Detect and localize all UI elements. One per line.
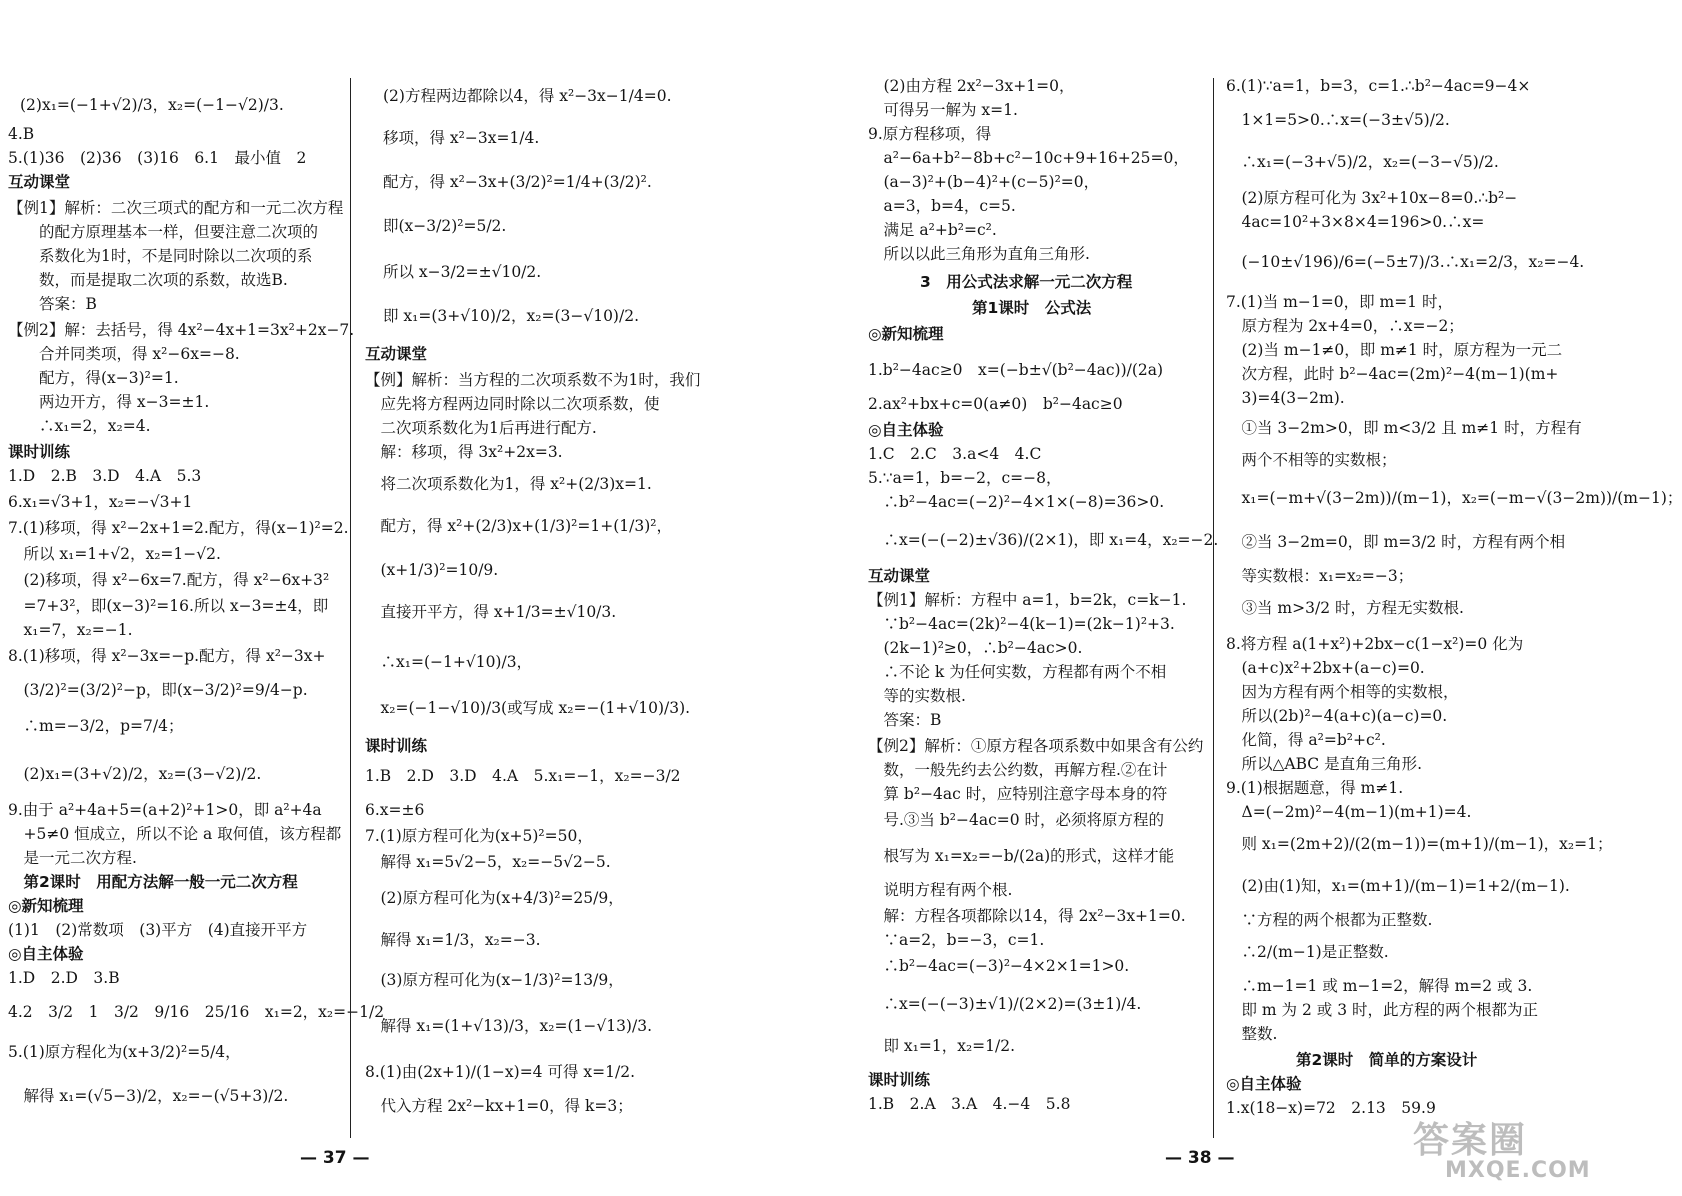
text-line: 算 b²−4ac 时，应特别注意字母本身的符 [868,785,1168,803]
text-line: (2)原方程可化为(x+4/3)²=25/9， [365,889,624,907]
section-heading: ◎自主体验 [868,421,944,439]
column-divider [1213,78,1214,1138]
text-line: 代入方程 2x²−kx+1=0，得 k=3； [365,1097,633,1115]
text-line: 答案：B [8,295,97,313]
text-line: 满足 a²+b²=c². [868,221,997,239]
text-line: (a+c)x²+2bx+(a−c)=0. [1226,659,1425,677]
column-divider [350,78,351,1138]
text-line: (3/2)²=(3/2)²−p，即(x−3/2)²=9/4−p. [8,681,308,699]
text-line: 6.x₁=√3+1，x₂=−√3+1 [8,493,193,511]
text-line: 9.由于 a²+4a+5=(a+2)²+1>0，即 a²+4a [8,801,322,819]
text-line: 次方程，此时 b²−4ac=(2m)²−4(m−1)(m+ [1226,365,1559,383]
text-line: (2k−1)²≥0，∴b²−4ac>0. [868,639,1083,657]
text-line: ∴m−1=1 或 m−1=2，解得 m=2 或 3. [1226,977,1533,995]
text-line: 5.∵a=1，b=−2，c=−8， [868,469,1062,487]
text-line: 移项，得 x²−3x=1/4. [383,129,540,147]
watermark-text: 答案圈 [1413,1120,1528,1161]
text-line: 整数. [1226,1025,1278,1043]
text-line: 因为方程有两个相等的实数根， [1226,683,1459,701]
text-line: ∴2/(m−1)是正整数. [1226,943,1389,961]
text-line: 系数化为1时，不是同时除以二次项的系 [8,247,313,265]
text-line: ②当 3−2m=0，即 m=3/2 时，方程有两个相 [1226,533,1566,551]
text-line: 等实数根：x₁=x₂=−3； [1226,567,1414,585]
text-line: ∴m=−3/2，p=7/4； [8,717,184,735]
text-line: 将二次项系数化为1，得 x²+(2/3)x=1. [365,475,652,493]
text-line: 解：方程各项都除以14，得 2x²−3x+1=0. [868,907,1186,925]
text-line: ∵b²−4ac=(2k)²−4(k−1)=(2k−1)²+3. [868,615,1175,633]
text-line: (2)当 m−1≠0，即 m≠1 时，原方程为一元二 [1226,341,1563,359]
text-line: x₁=7，x₂=−1. [8,621,133,639]
section-heading: 课时训练 [868,1071,931,1089]
text-line: 即 x₁=(3+√10)/2，x₂=(3−√10)/2. [383,307,639,325]
text-line: 【例2】解：去括号，得 4x²−4x+1=3x²+2x−7. [8,321,355,339]
text-line: ∴x₁=(−3+√5)/2，x₂=(−3−√5)/2. [1226,153,1499,171]
text-line: ∵a=2，b=−3，c=1. [868,931,1045,949]
text-line: 配方，得 x²−3x+(3/2)²=1/4+(3/2)². [383,173,652,191]
text-line: (1)1 (2)常数项 (3)平方 (4)直接开平方 [8,921,308,939]
text-line: 1.C 2.C 3.a<4 4.C [868,445,1042,463]
text-line: 应先将方程两边同时除以二次项系数，使 [365,395,660,413]
text-line: 9.(1)根据题意，得 m≠1. [1226,779,1404,797]
text-line: (2)原方程可化为 3x²+10x−8=0.∴b²− [1226,189,1518,207]
text-line: 所以(2b)²−4(a+c)(a−c)=0. [1226,707,1448,725]
text-line: 3)=4(3−2m). [1226,389,1345,407]
section-heading: ◎自主体验 [8,945,84,963]
lesson-title: 第2课时 用配方法解一般一元二次方程 [8,873,298,891]
text-line: ∴x=(−(−2)±√36)/(2×1)，即 x₁=4，x₂=−2. [868,531,1219,549]
page-number: — 37 — [300,1148,370,1168]
text-line: 4ac=10²+3×8×4=196>0.∴x= [1226,213,1485,231]
text-line: 1×1=5>0.∴x=(−3±√5)/2. [1226,111,1450,129]
section-heading: 互动课堂 [8,173,71,191]
text-line: 解得 x₁=(1+√13)/3，x₂=(1−√13)/3. [365,1017,652,1035]
text-line: Δ=(−2m)²−4(m−1)(m+1)=4. [1226,803,1472,821]
text-line: 配方，得 x²+(2/3)x+(1/3)²=1+(1/3)²， [365,517,672,535]
text-line: 4.B [8,125,35,143]
text-line: 即 m 为 2 或 3 时，此方程的两个根都为正 [1226,1001,1538,1019]
lesson-title: 第2课时 简单的方案设计 [1296,1051,1478,1069]
text-line: 9.原方程移项，得 [868,125,992,143]
text-line: ∴x₁=2，x₂=4. [8,417,151,435]
text-line: ∴x₁=(−1+√10)/3， [365,653,533,671]
text-line: 5.(1)36 (2)36 (3)16 6.1 最小值 2 [8,149,307,167]
section-heading: ◎新知梳理 [868,325,944,343]
page-number: — 38 — [1165,1148,1235,1168]
text-line: 答案：B [868,711,942,729]
text-line: 1.D 2.B 3.D 4.A 5.3 [8,467,202,485]
watermark-url: MXQE.COM [1445,1158,1591,1183]
text-line: 即(x−3/2)²=5/2. [383,217,507,235]
text-line: 1.D 2.D 3.B [8,969,120,987]
text-line: (x+1/3)²=10/9. [365,561,499,579]
text-line: ∵方程的两个根都为正整数. [1226,911,1433,929]
chapter-title: 3 用公式法求解一元二次方程 [920,273,1133,291]
text-line: 配方，得(x−3)²=1. [8,369,179,387]
text-line: a²−6a+b²−8b+c²−10c+9+16+25=0， [868,149,1189,167]
text-line: 【例2】解析：①原方程各项系数中如果含有公约 [868,737,1204,755]
text-line: 即 x₁=1，x₂=1/2. [868,1037,1016,1055]
text-line: 数，而是提取二次项的系数，故选B. [8,271,288,289]
text-line: 则 x₁=(2m+2)/(2(m−1))=(m+1)/(m−1)，x₂=1； [1226,835,1613,853]
text-line: 说明方程有两个根. [868,881,1013,899]
text-line: 7.(1)当 m−1=0，即 m=1 时， [1226,293,1453,311]
section-heading: ◎自主体验 [1226,1075,1302,1093]
section-heading: ◎新知梳理 [8,897,84,915]
text-line: 1.b²−4ac≥0 x=(−b±√(b²−4ac))/(2a) [868,361,1164,379]
text-line: 1.B 2.D 3.D 4.A 5.x₁=−1，x₂=−3/2 [365,767,681,785]
text-line: 所以 x₁=1+√2，x₂=1−√2. [8,545,221,563]
text-line: 解得 x₁=(√5−3)/2，x₂=−(√5+3)/2. [8,1087,289,1105]
text-line: 解：移项，得 3x²+2x=3. [365,443,563,461]
text-line: ∴b²−4ac=(−3)²−4×2×1=1>0. [868,957,1130,975]
text-line: ③当 m>3/2 时，方程无实数根. [1226,599,1464,617]
section-heading: 课时训练 [365,737,428,755]
text-line: 原方程为 2x+4=0，∴x=−2； [1226,317,1464,335]
text-line: x₂=(−1−√10)/3(或写成 x₂=−(1+√10)/3). [365,699,691,717]
text-line: (a−3)²+(b−4)²+(c−5)²=0， [868,173,1100,191]
text-line: (2)由(1)知，x₁=(m+1)/(m−1)=1+2/(m−1). [1226,877,1570,895]
text-line: 1.x(18−x)=72 2.13 59.9 [1226,1099,1436,1117]
lesson-title: 第1课时 公式法 [972,299,1092,317]
text-line: 二次项系数化为1后再进行配方. [365,419,597,437]
text-line: (−10±√196)/6=(−5±7)/3.∴x₁=2/3，x₂=−4. [1226,253,1585,271]
text-line: =7+3²，即(x−3)²=16.所以 x−3=±4，即 [8,597,329,615]
text-line: 两个不相等的实数根； [1226,451,1397,469]
text-line: 5.(1)原方程化为(x+3/2)²=5/4， [8,1043,241,1061]
text-line: 6.(1)∵a=1，b=3，c=1.∴b²−4ac=9−4× [1226,77,1531,95]
text-line: 化简，得 a²=b²+c². [1226,731,1386,749]
section-heading: 互动课堂 [868,567,931,585]
text-line: 所以 x−3/2=±√10/2. [383,263,542,281]
text-line: 4.2 3/2 1 3/2 9/16 25/16 x₁=2，x₂=−1/2 [8,1003,385,1021]
text-line: 直接开平方，得 x+1/3=±√10/3. [365,603,617,621]
text-line: x₁=(−m+√(3−2m))/(m−1)，x₂=(−m−√(3−2m))/(m−1)； [1226,489,1682,507]
text-line: ∴b²−4ac=(−2)²−4×1×(−8)=36>0. [868,493,1165,511]
text-line: 解得 x₁=1/3，x₂=−3. [365,931,541,949]
text-line: +5≠0 恒成立，所以不论 a 取何值，该方程都 [8,825,342,843]
text-line: 【例1】解析：二次三项式的配方和一元二次方程 [8,199,344,217]
section-heading: 课时训练 [8,443,71,461]
text-line: 2.ax²+bx+c=0(a≠0) b²−4ac≥0 [868,395,1123,413]
text-line: 数，一般先约去公约数，再解方程.②在计 [868,761,1168,779]
text-line: (2)由方程 2x²−3x+1=0， [868,77,1075,95]
text-line: 可得另一解为 x=1. [868,101,1018,119]
text-line: 【例】解析：当方程的二次项系数不为1时，我们 [365,371,701,389]
text-line: 7.(1)移项，得 x²−2x+1=2.配方，得(x−1)²=2. [8,519,349,537]
text-line: 8.将方程 a(1+x²)+2bx−c(1−x²)=0 化为 [1226,635,1524,653]
text-line: (2)x₁=(3+√2)/2，x₂=(3−√2)/2. [8,765,262,783]
text-line: 两边开方，得 x−3=±1. [8,393,210,411]
text-line: 6.x=±6 [365,801,425,819]
watermark-logo [1395,1110,1595,1192]
text-line: 等的实数根. [868,687,966,705]
text-line: 8.(1)移项，得 x²−3x=−p.配方，得 x²−3x+ [8,647,326,665]
text-line: 【例1】解析：方程中 a=1，b=2k，c=k−1. [868,591,1187,609]
text-line: 1.B 2.A 3.A 4.−4 5.8 [868,1095,1071,1113]
text-line: 号.③当 b²−4ac=0 时，必须将原方程的 [868,811,1165,829]
text-line: 是一元二次方程. [8,849,137,867]
text-line: (2)x₁=(−1+√2)/3，x₂=(−1−√2)/3. [20,96,284,114]
text-line: (2)移项，得 x²−6x=7.配方，得 x²−6x+3² [8,571,330,589]
text-line: ∴x=(−(−3)±√1)/(2×2)=(3±1)/4. [868,995,1142,1013]
text-line: 根写为 x₁=x₂=−b/(2a)的形式，这样才能 [868,847,1175,865]
text-line: 解得 x₁=5√2−5，x₂=−5√2−5. [365,853,611,871]
text-line: 合并同类项，得 x²−6x=−8. [8,345,240,363]
text-line: 所以△ABC 是直角三角形. [1226,755,1423,773]
text-line: ①当 3−2m>0，即 m<3/2 且 m≠1 时，方程有 [1226,419,1582,437]
text-line: 7.(1)原方程可化为(x+5)²=50， [365,827,593,845]
text-line: (2)方程两边都除以4，得 x²−3x−1/4=0. [383,87,672,105]
text-line: 的配方原理基本一样，但要注意二次项的 [8,223,319,241]
section-heading: 互动课堂 [365,345,428,363]
text-line: (3)原方程可化为(x−1/3)²=13/9， [365,971,624,989]
text-line: ∴不论 k 为任何实数，方程都有两个不相 [868,663,1167,681]
text-line: a=3，b=4，c=5. [868,197,1016,215]
text-line: 所以以此三角形为直角三角形. [868,245,1090,263]
text-line: 8.(1)由(2x+1)/(1−x)=4 可得 x=1/2. [365,1063,636,1081]
